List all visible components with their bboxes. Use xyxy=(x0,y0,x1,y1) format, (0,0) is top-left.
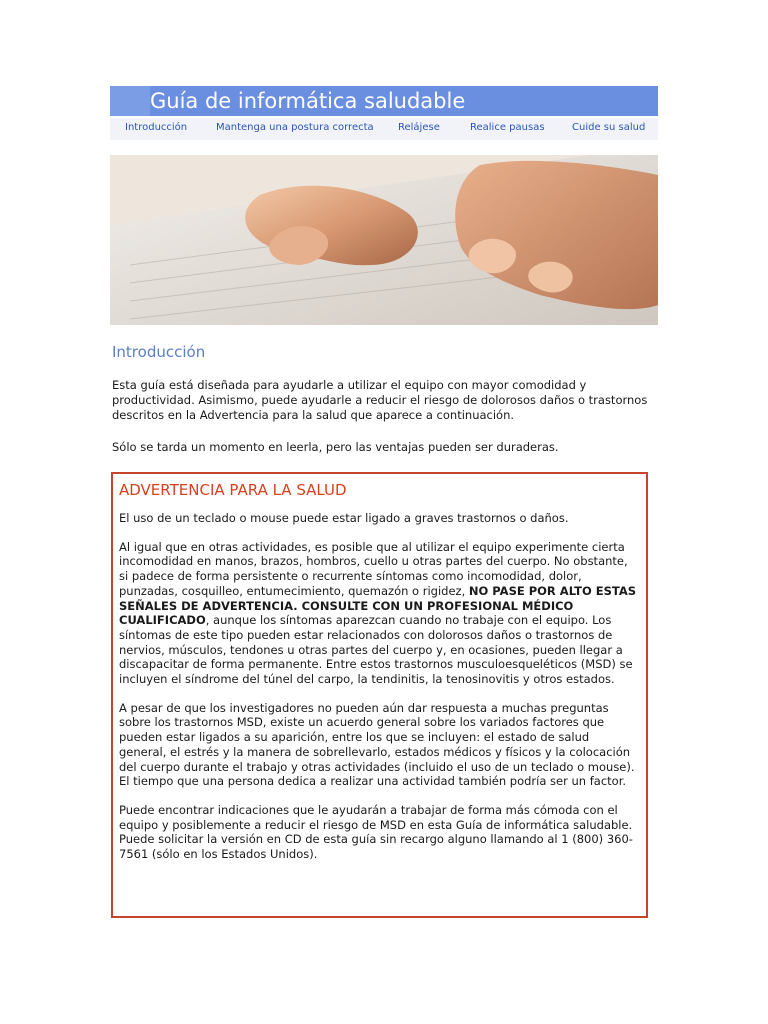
header-accent xyxy=(110,86,150,116)
warning-emphasis: NO PASE POR ALTO ESTAS SEÑALES DE ADVERTENCIA. CONSULTE CON UN PROFESIONAL MÉDICO CUALIFICADO xyxy=(119,583,637,628)
warning-paragraph-2-end: , aunque los síntomas aparezcan cuando no trabaje con el equipo. Los síntomas de este tipo pueden estar relacionados con dolorosos daños o trastornos de nervios, músculos, tendones u otras partes del cuerpo y, en ocasiones, pueden llegar a discapacitar de forma permanente. Entre estos trastornos musculoesqueléticos (MSD) se incluyen el síndrome del túnel del carpo, la tendinitis, la tenosinovitis y otros estados. xyxy=(119,613,633,687)
header-bar xyxy=(110,86,658,116)
health-warning-box xyxy=(111,472,648,918)
warning-paragraph-4: Puede encontrar indicaciones que le ayudarán a trabajar de forma más cómoda con el equipo y posiblemente a reducir el riesgo de MSD en esta Guía de informática saludable. Puede solicitar la versión en CD de esta guía sin recargo alguno llamando al 1 (800) 360-7561 (sólo en los Estados Unidos). xyxy=(119,802,633,862)
nav-link-salud[interactable]: Cuide su salud xyxy=(572,122,646,133)
warning-paragraph-3: A pesar de que los investigadores no pueden aún dar respuesta a muchas preguntas sobre los trastornos MSD, existe un acuerdo general sobre los variados factores que pueden estar ligados a su aparición, entre los que se incluyen: el estado de salud general, el estrés y la manera de sobrellevarlo, estados médicos y físicos y la colocación del cuerpo durante el trabajo y otras actividades (incluido el uso de un teclado o mouse). El tiempo que una persona dedica a realizar una actividad también podría ser un factor. xyxy=(119,700,635,789)
warning-paragraph-2-start: Al igual que en otras actividades, es posible que al utilizar el equipo experimente cierta incomodidad en manos, brazos, hombros, cuello u otras partes del cuerpo. No obstante, si padece de forma persistente o recurrente síntomas como incomodidad, dolor, punzadas, cosquilleo, entumecimiento, quemazón o rigidez, xyxy=(119,539,628,598)
nav-link-pausas[interactable]: Realice pausas xyxy=(470,122,545,133)
hero-image-hands-on-keyboard xyxy=(110,155,658,325)
nav-bar xyxy=(110,118,658,140)
nav-link-introduccion[interactable]: Introducción xyxy=(125,122,188,133)
section-heading-introduccion: Introducción xyxy=(112,343,206,361)
nav-link-postura[interactable]: Mantenga una postura correcta xyxy=(216,122,374,133)
warning-paragraph-2 xyxy=(119,540,640,687)
warning-title: ADVERTENCIA PARA LA SALUD xyxy=(119,481,347,499)
nav-link-relajese[interactable]: Relájese xyxy=(398,122,440,133)
page-title: Guía de informática saludable xyxy=(150,89,466,113)
hands-keyboard-illustration xyxy=(110,155,658,325)
intro-paragraph: Esta guía está diseñada para ayudarle a utilizar el equipo con mayor comodidad y productividad. Asimismo, puede ayudarle a reducir el riesgo de dolorosos daños o trastornos descritos en la Advertencia para la salud que aparece a continuación. xyxy=(112,378,648,422)
intro-paragraph-2: Sólo se tarda un momento en leerla, pero las ventajas pueden ser duraderas. xyxy=(112,440,559,454)
warning-paragraph-1: El uso de un teclado o mouse puede estar ligado a graves trastornos o daños. xyxy=(119,511,569,525)
